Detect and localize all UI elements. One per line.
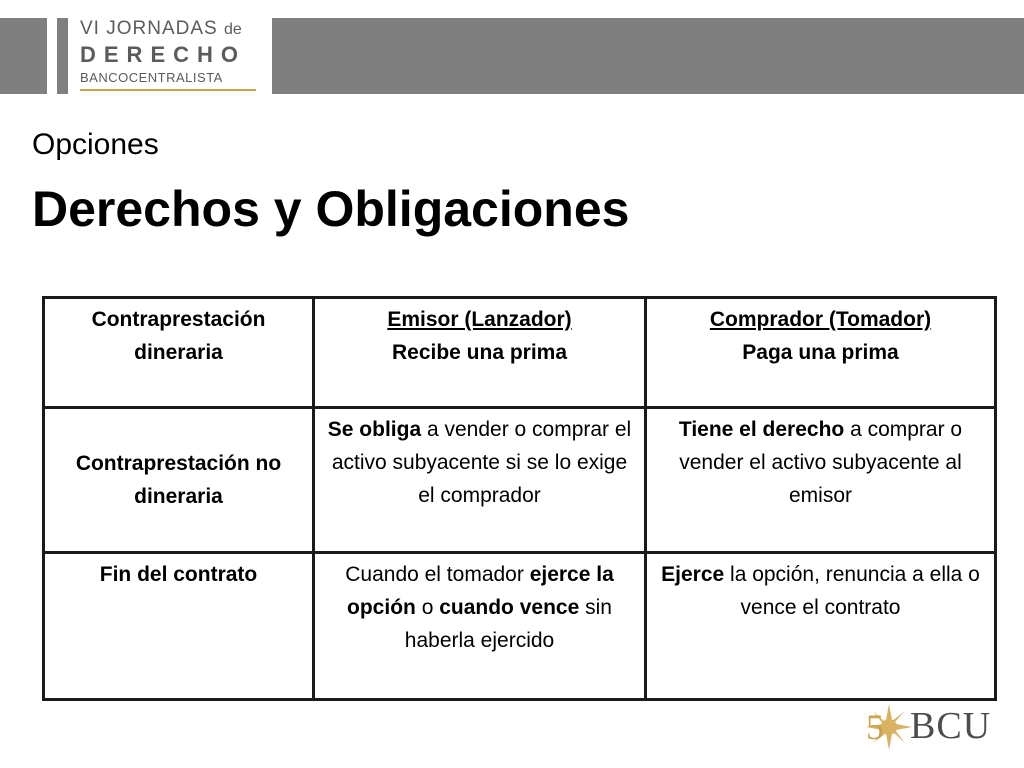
row-label-contraprestacion-no-dineraria: Contraprestación no dineraria [44,408,314,553]
comprador-right-bold: Tiene el derecho [678,418,845,441]
bcu-logo [862,700,1002,756]
emisor-obligation-bold: Se obliga [327,418,422,441]
emisor-end-text-2: o [415,596,440,619]
emisor-obligation-cell [314,408,646,553]
table-row [44,298,996,408]
logo-line-3: BANCOCENTRALISTA [80,70,223,85]
slide-title: Derechos y Obligaciones [32,181,630,237]
rights-obligations-table [42,296,997,701]
comprador-right-text: a comprar o vender el activo subyacente al emisor [679,418,963,507]
comprador-header: Comprador (Tomador) [709,308,932,331]
comprador-cell [646,298,996,408]
logo-underline [80,89,256,91]
emisor-cell [314,298,646,408]
emisor-header: Emisor (Lanzador) [387,308,572,331]
comprador-prima-text: Paga una prima [742,341,899,364]
table-row [44,553,996,700]
header-band-gap [47,18,57,94]
emisor-end-bold-1: ejerce la opción [347,563,614,619]
emisor-end-text-1: Cuando el tomador [345,563,530,586]
row-label-fin-del-contrato: Fin del contrato [44,553,314,700]
table-row [44,408,996,553]
comprador-end-cell [646,553,996,700]
comprador-right-cell [646,408,996,553]
bcu-logo-text: BCU [910,705,992,747]
emisor-end-bold-2: cuando vence [439,596,580,619]
emisor-end-cell [314,553,646,700]
emisor-obligation-text: a vender o comprar el activo subyacente si se lo exige el comprador [331,418,632,507]
logo-line-1: VI JORNADAS de [80,18,242,39]
emisor-end-text-3: sin haberla ejercido [404,596,612,652]
slide-subtitle: Opciones [32,128,159,161]
comprador-end-bold: Ejerce [661,563,725,586]
header-band-gap [262,18,272,94]
jornadas-logo [68,12,263,96]
logo-line-2: DERECHO [80,42,247,67]
row-label-contraprestacion-dineraria: Contraprestación dineraria [44,298,314,408]
comprador-end-text: la opción, renuncia a ella o vence el contrato [724,563,980,619]
emisor-prima-text: Recibe una prima [391,341,568,364]
bcu-fifty-digit: 5 [866,707,884,747]
